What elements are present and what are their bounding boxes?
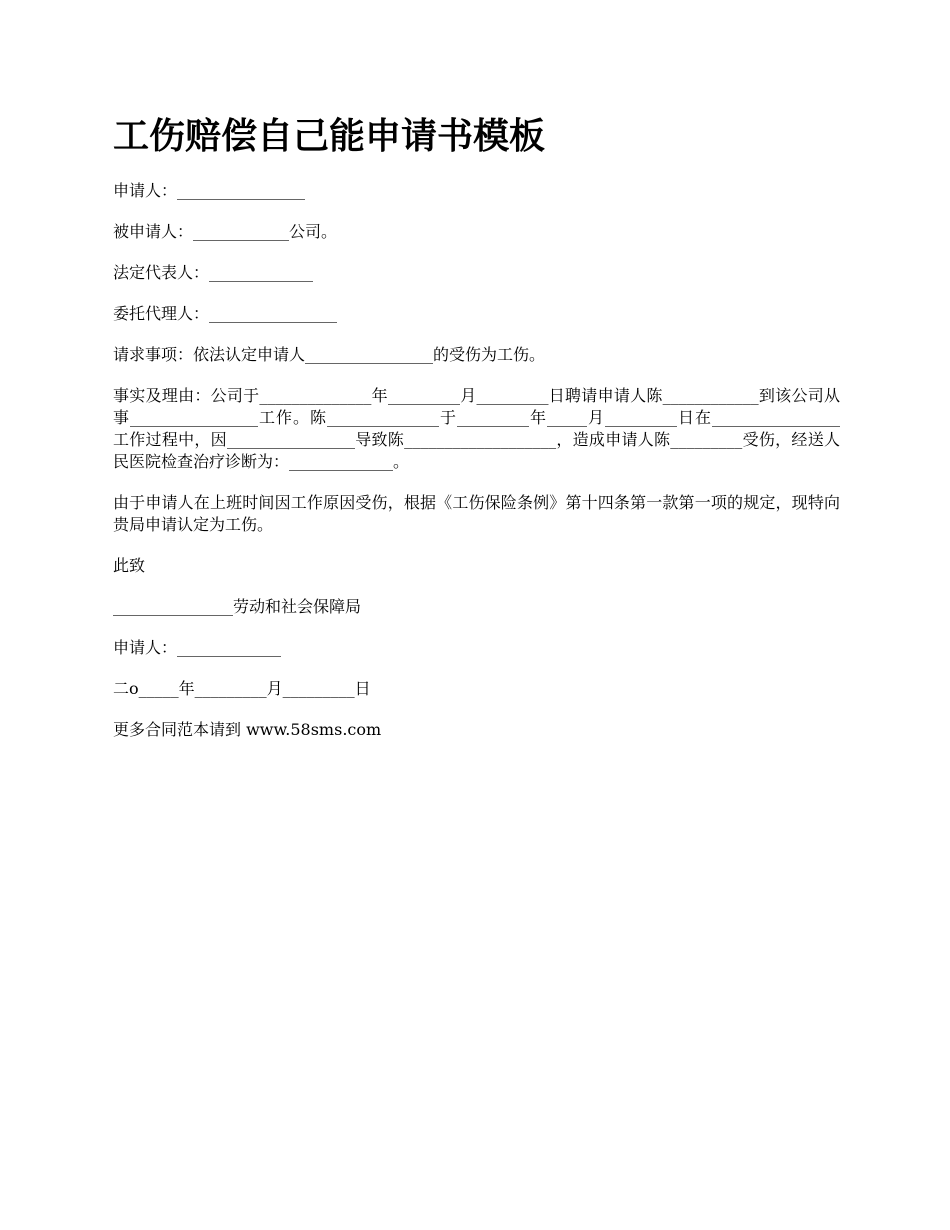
request-items-paragraph: 请求事项：依法认定申请人________________的受伤为工伤。 — [113, 345, 546, 364]
legal-basis-paragraph: 由于申请人在上班时间因工作原因受伤，根据《工伤保险条例》第十四条第一款第一项的规定，现特向贵局申请认定为工伤。 — [113, 493, 840, 534]
applicant-line: 申请人：________________ — [113, 181, 306, 200]
signature-applicant-line: 申请人：_____________ — [113, 638, 282, 657]
document-page — [113, 112, 840, 760]
salutation: 此致 — [113, 556, 146, 575]
legal-representative-line: 法定代表人：_____________ — [113, 263, 314, 282]
date-line: 二o_____年_________月_________日 — [113, 679, 371, 698]
footer-more-templates: 更多合同范本请到 www.58sms.com — [113, 720, 382, 739]
document-title: 工伤赔偿自己能申请书模板 — [113, 116, 546, 157]
facts-and-reasons-paragraph: 事实及理由：公司于______________年_________月_________日聘请申请人陈____________到该公司从事________________工作。陈______________于_________年_____月_________日在________________工作过程中，因________________导致陈___________________，造成申请人陈_________受伤，经送人民医院检查治疗诊断为：_____________。 — [113, 386, 840, 471]
respondent-line: 被申请人：____________公司。 — [113, 222, 338, 241]
recipient-bureau-line: _______________劳动和社会保障局 — [113, 597, 362, 616]
authorized-agent-line: 委托代理人：________________ — [113, 304, 338, 323]
